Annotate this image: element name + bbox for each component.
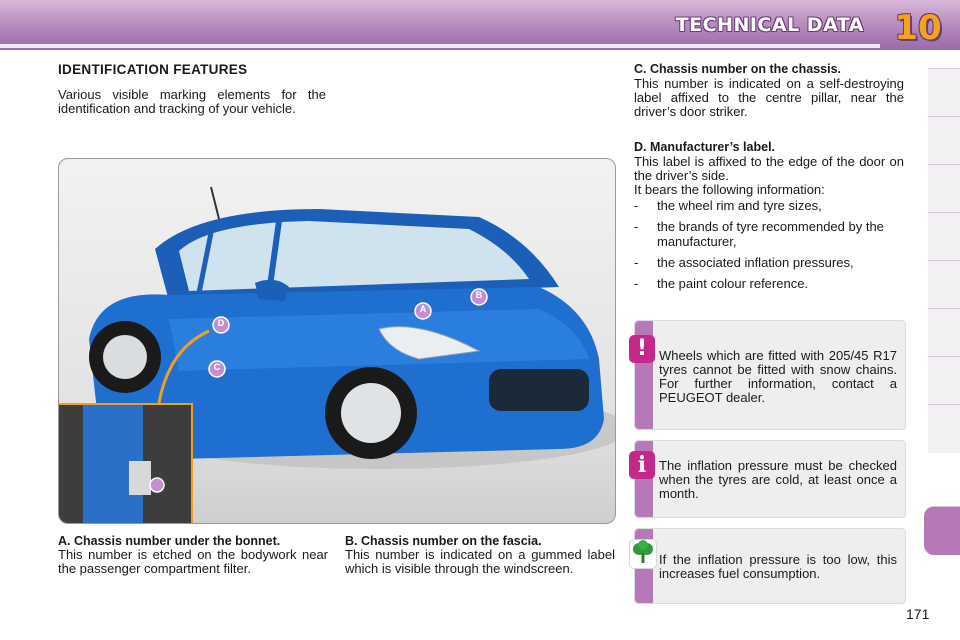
chapter-tab[interactable] [928,212,960,261]
header-stripe [0,44,880,48]
list-item-text: the associated inflation pressures, [657,255,854,270]
list-item-text: the wheel rim and tyre sizes, [657,198,822,213]
list-item-text: the paint colour reference. [657,276,809,291]
warning-icon: ! [629,335,655,363]
manufacturer-label-list [634,198,904,297]
marker-label-d: D [217,318,225,328]
item-c-text: This number is indicated on a self-destroying label affixed to the centre pillar, near the driver’s door striker. [634,76,904,119]
eco-note [634,528,906,604]
eco-tree-icon [629,539,657,569]
car-illustration [58,158,616,524]
chapter-tab[interactable] [928,356,960,405]
chapter-tab[interactable] [928,164,960,213]
list-item-text: the brands of tyre recommended by the manufacturer, [657,219,884,249]
info-note [634,440,906,518]
chapter-tab[interactable] [928,116,960,165]
item-d-text: This label is affixed to the edge of the door on the driver’s side. [634,154,904,183]
door-detail-drawing [59,405,191,524]
chapter-number: 10 [894,8,942,48]
chapter-tab[interactable] [928,68,960,117]
info-icon: i [629,451,655,479]
item-c-heading: C. Chassis number on the chassis. [634,62,842,76]
chapter-tab[interactable] [928,260,960,309]
section-title: IDENTIFICATION FEATURES [58,62,248,77]
page-header [0,0,960,50]
item-a-text: This number is etched on the bodywork near the passenger compartment filter. [58,547,328,576]
chapter-badge [892,6,944,50]
list-item: - the paint colour reference. [634,276,809,291]
chapter-tab[interactable] [928,308,960,357]
warning-text: Wheels which are fitted with 205/45 R17 tyres cannot be fitted with snow chains. For further information, contact a PEUGEOT dealer. [659,348,897,405]
info-text: The inflation pressure must be checked when the tyres are cold, at least once a month. [659,458,897,501]
marker-label-c: C [213,362,221,372]
item-b-text: This number is indicated on a gummed label which is visible through the windscreen. [345,547,615,576]
door-detail-inset [59,403,193,524]
chapter-tabs [928,68,960,628]
marker-label-b: B [475,290,483,300]
section-intro: Various visible marking elements for the identification and tracking of your vehicle. [58,87,326,116]
marker-label-a: A [419,304,427,314]
chapter-tab[interactable] [928,404,960,453]
list-item: - the wheel rim and tyre sizes, [634,198,822,213]
item-d-subtext: It bears the following information: [634,182,825,197]
warning-note [634,320,906,430]
chapter-tab-active[interactable] [924,506,960,555]
item-d-heading: D. Manufacturer’s label. [634,140,776,154]
list-item: - the associated inflation pressures, [634,255,854,270]
page-number: 171 [906,606,930,622]
chapter-title: TECHNICAL DATA [675,14,864,36]
item-b-heading: B. Chassis number on the fascia. [345,534,542,548]
list-item: - the brands of tyre recommended by the manufacturer, [634,219,884,249]
item-a-heading: A. Chassis number under the bonnet. [58,534,281,548]
eco-text: If the inflation pressure is too low, this increases fuel consumption. [659,552,897,581]
